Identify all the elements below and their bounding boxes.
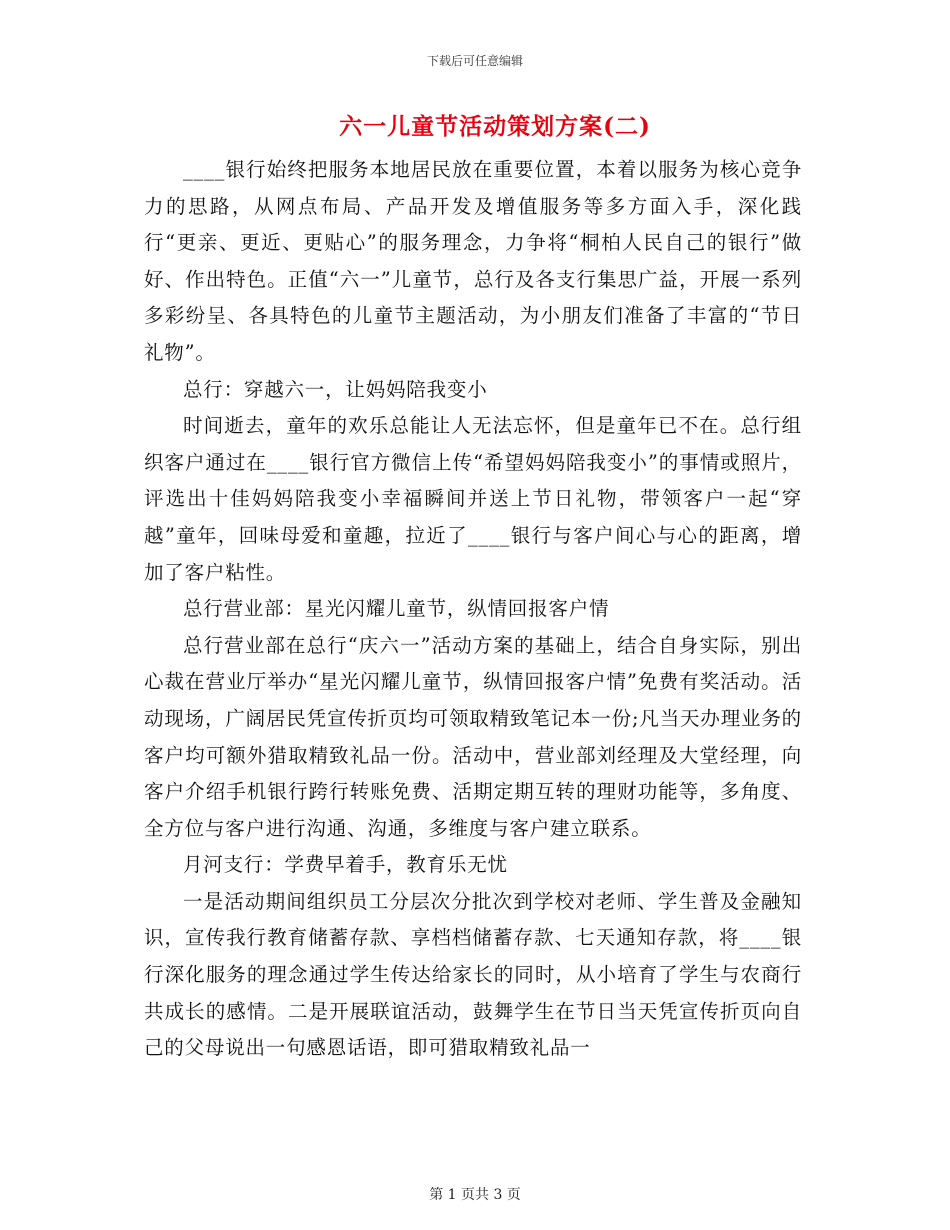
paragraph-head-office: 时间逝去，童年的欢乐总能让人无法忘怀，但是童年已不在。总行组织客户通过在____银行官方微信上传“希望妈妈陪我变小”的事情或照片，评选出十佳妈妈陪我变小幸福瞬间并送上节日礼物，带领客户一起“穿越”童年，回味母爱和童趣，拉近了____银行与客户间心与心的距离，增加了客户粘性。 <box>144 414 802 584</box>
section-heading-head-office: 总行：穿越六一，让妈妈陪我变小 <box>183 377 488 401</box>
section-heading-yuehe-branch: 月河支行：学费早着手，教育乐无忧 <box>183 853 508 877</box>
page-header: 下载后可任意编辑 <box>426 54 523 68</box>
paragraph-yuehe-branch: 一是活动期间组织员工分层次分批次到学校对老师、学生普及金融知识，宣传我行教育储蓄存款、享档档储蓄存款、七天通知存款，将____银行深化服务的理念通过学生传达给家长的同时，从小培育了学生与农商行共成长的感情。二是开展联谊活动，鼓舞学生在节日当天凭宣传折页向自己的父母说出一句感恩话语，即可猎取精致礼品一 <box>144 889 802 1060</box>
section-heading-business-dept: 总行营业部：星光闪耀儿童节，纵情回报客户情 <box>183 597 610 621</box>
paragraph-intro: ____银行始终把服务本地居民放在重要位置，本着以服务为核心竞争力的思路，从网点布局、产品开发及增值服务等多方面入手，深化践行“更亲、更近、更贴心”的服务理念，力争将“桐柏人民自己的银行”做好、作出特色。正值“六一”儿童节，总行及各支行集思广益，开展一系列多彩纷呈、各具特色的儿童节主题活动，为小朋友们准备了丰富的“节日礼物”。 <box>144 158 802 364</box>
paragraph-business-dept: 总行营业部在总行“庆六一”活动方案的基础上，结合自身实际，别出心裁在营业厅举办“星光闪耀儿童节，纵情回报客户情”免费有奖活动。活动现场，广阔居民凭宣传折页均可领取精致笔记本一份;凡当天办理业务的客户均可额外猎取精致礼品一份。活动中，营业部刘经理及大堂经理，向客户介绍手机银行跨行转账免费、活期定期互转的理财功能等，多角度、全方位与客户进行沟通、沟通，多维度与客户建立联系。 <box>144 633 802 840</box>
page-number: 第 1 页共 3 页 <box>429 1187 521 1203</box>
document-body <box>144 152 802 1067</box>
document-title: 六一儿童节活动策划方案(二) <box>339 113 651 140</box>
